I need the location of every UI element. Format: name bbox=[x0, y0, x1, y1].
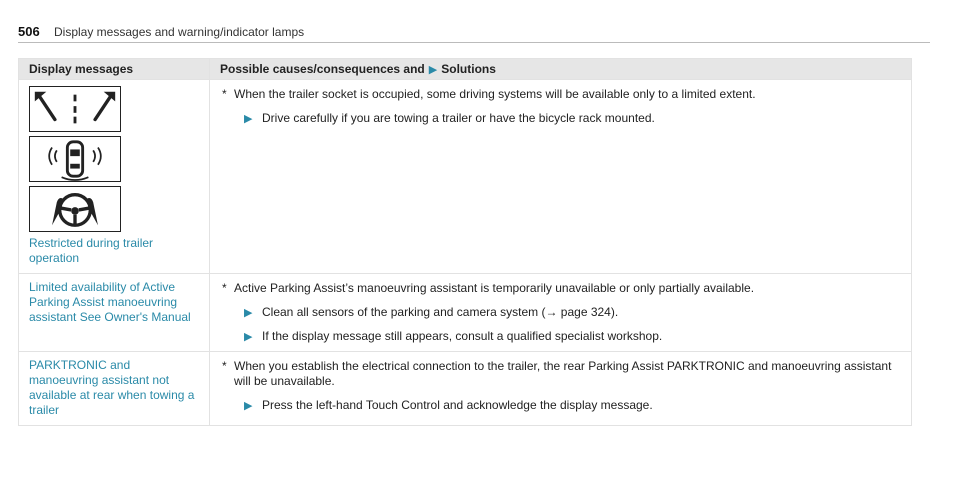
solution-text: Clean all sensors of the parking and camera system (→ page 324). bbox=[262, 305, 619, 319]
column-header-display-messages: Display messages bbox=[19, 59, 210, 80]
column-header-causes-solutions bbox=[210, 59, 912, 80]
solution-text: Press the left-hand Touch Control and acknowledge the display message. bbox=[262, 398, 653, 412]
solution-step bbox=[222, 305, 901, 320]
cause-text bbox=[222, 281, 901, 296]
solution-step bbox=[222, 111, 901, 126]
solution-arrow-icon: ▶ bbox=[244, 113, 253, 125]
display-message-label: Limited availability of Active Parking Assist manoeuvring assistant See Owner's Manual bbox=[29, 280, 191, 324]
solution-text: Drive carefully if you are towing a trailer or have the bicycle rack mounted. bbox=[262, 111, 655, 125]
cause-text bbox=[222, 87, 901, 102]
column-header-solutions-label: Solutions bbox=[441, 62, 496, 76]
steering-wheel-hands-lamp-icon bbox=[29, 186, 121, 232]
cause-text-content: Active Parking Assist’s manoeuvring assistant is temporarily unavailable or only partially available. bbox=[234, 281, 755, 295]
page-number: 506 bbox=[18, 24, 40, 39]
solution-step bbox=[222, 398, 901, 413]
table-row bbox=[19, 80, 912, 274]
display-messages-table bbox=[18, 58, 912, 426]
solution-arrow-icon: ▶ bbox=[428, 64, 438, 76]
asterisk-marker: * bbox=[222, 359, 227, 373]
cause-text bbox=[222, 359, 901, 389]
display-message-cell bbox=[19, 274, 210, 352]
table-row bbox=[19, 274, 912, 352]
display-message-cell bbox=[19, 80, 210, 274]
asterisk-marker: * bbox=[222, 87, 227, 101]
causes-solutions-cell bbox=[210, 80, 912, 274]
column-header-causes-label: Possible causes/consequences and bbox=[220, 62, 425, 76]
page-header bbox=[18, 22, 930, 43]
cause-text-content: When the trailer socket is occupied, some driving systems will be available only to a limited extent. bbox=[234, 87, 756, 101]
causes-solutions-cell bbox=[210, 352, 912, 426]
solution-arrow-icon: ▶ bbox=[244, 331, 253, 343]
table-row bbox=[19, 352, 912, 426]
solution-step bbox=[222, 329, 901, 344]
parking-sensor-lamp-icon bbox=[29, 136, 121, 182]
solution-text: If the display message still appears, consult a qualified specialist workshop. bbox=[262, 329, 663, 343]
causes-solutions-cell bbox=[210, 274, 912, 352]
solution-arrow-icon: ▶ bbox=[244, 400, 253, 412]
display-message-cell bbox=[19, 352, 210, 426]
solution-arrow-icon: ▶ bbox=[244, 307, 253, 319]
asterisk-marker: * bbox=[222, 281, 227, 295]
display-message-label: Restricted during trailer operation bbox=[29, 236, 154, 265]
cause-text-content: When you establish the electrical connection to the trailer, the rear Parking Assist PARKTRONIC and manoeuvring assistant will be unavailable. bbox=[234, 359, 892, 388]
lane-keeping-lamp-icon bbox=[29, 86, 121, 132]
page-title: Display messages and warning/indicator lamps bbox=[54, 25, 305, 39]
display-message-label: PARKTRONIC and manoeuvring assistant not available at rear when towing a trailer bbox=[29, 358, 195, 417]
table-header-row bbox=[19, 59, 912, 80]
